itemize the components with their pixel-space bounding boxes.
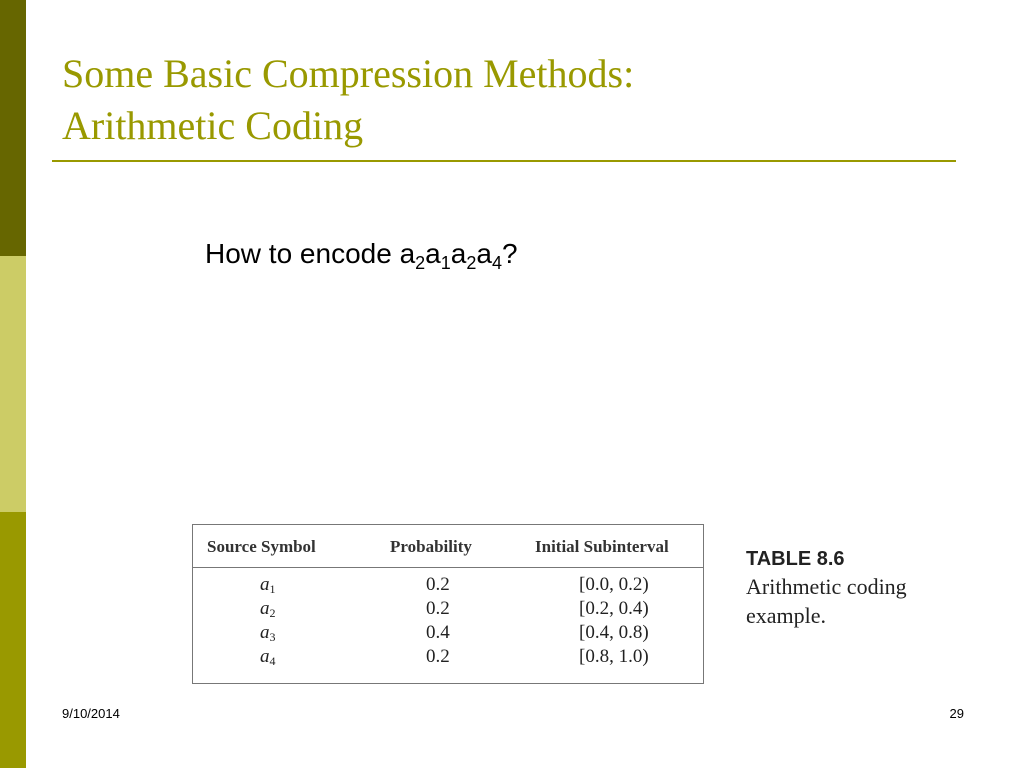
row-symbol: $a_4$ <box>260 646 276 668</box>
question-text <box>205 238 518 273</box>
slide-title-line2: Arithmetic Coding <box>62 103 364 148</box>
question-prefix: How to encode <box>205 238 400 269</box>
table-caption-text-line1: Arithmetic coding <box>746 574 907 599</box>
question-suffix: ? <box>501 238 518 269</box>
row-probability: 0.2 <box>426 574 450 595</box>
table-row <box>193 622 703 646</box>
question-symbol: $a_2$ <box>450 238 477 273</box>
slide-title-line1: Some Basic Compression Methods: <box>62 51 635 96</box>
row-interval: [0.8, 1.0) <box>579 646 649 667</box>
row-symbol: $a_1$ <box>260 574 276 596</box>
row-probability: 0.2 <box>426 598 450 619</box>
probability-table <box>192 524 704 684</box>
table-row <box>193 598 703 622</box>
row-interval: [0.0, 0.2) <box>579 574 649 595</box>
table-caption-label: TABLE 8.6 <box>746 548 845 570</box>
title-divider <box>52 160 956 162</box>
row-symbol: $a_2$ <box>260 598 276 620</box>
question-symbol: $a_4$ <box>476 238 502 273</box>
row-interval: [0.4, 0.8) <box>579 622 649 643</box>
side-bar-middle <box>0 256 26 512</box>
header-source-symbol: Source Symbol <box>207 537 316 556</box>
row-symbol: $a_3$ <box>260 622 276 644</box>
slide-title <box>62 48 634 152</box>
footer-page-number: 29 <box>949 706 964 721</box>
side-bar-top <box>0 0 26 256</box>
table-header <box>193 525 703 568</box>
question-symbol: $a_1$ <box>425 238 451 273</box>
footer-date: 9/10/2014 <box>62 706 120 721</box>
header-probability: Probability <box>390 537 472 556</box>
table-caption <box>746 546 907 630</box>
row-probability: 0.2 <box>426 646 450 667</box>
table-row <box>193 646 703 670</box>
question-symbol: $a_2$ <box>399 238 426 273</box>
side-bar-bottom <box>0 512 26 768</box>
row-probability: 0.4 <box>426 622 450 643</box>
table-row <box>193 574 703 598</box>
table-caption-text-line2: example. <box>746 603 827 628</box>
header-initial-subinterval: Initial Subinterval <box>535 537 669 556</box>
row-interval: [0.2, 0.4) <box>579 598 649 619</box>
